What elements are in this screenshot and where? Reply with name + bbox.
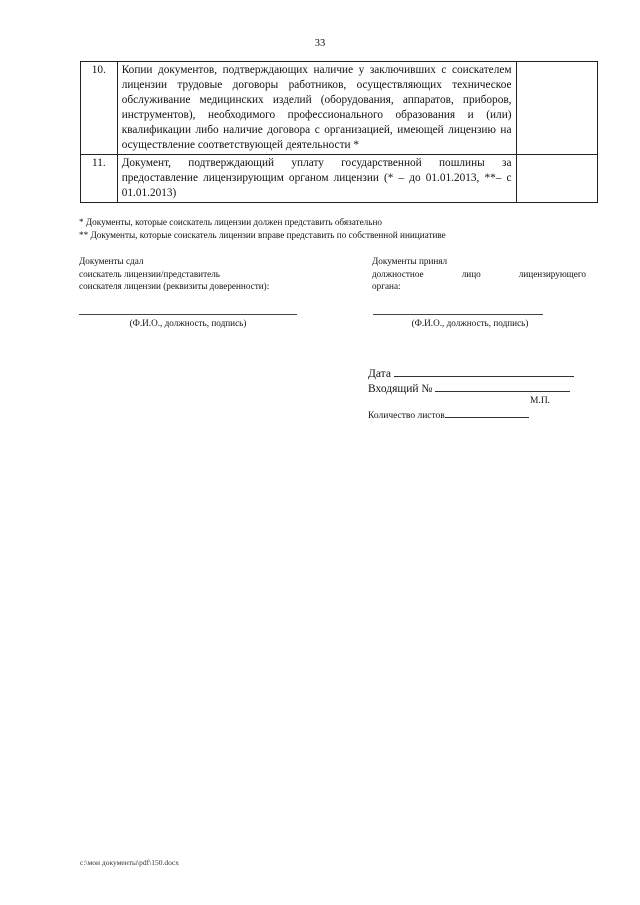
sheets-label: Количество листов	[368, 411, 445, 421]
receiver-block	[372, 255, 586, 293]
submitter-signature-caption: (Ф.И.О., должность, подпись)	[129, 318, 247, 328]
receiver-signature-line	[373, 314, 543, 315]
page-number: 33	[314, 38, 326, 49]
submitter-line1: соискатель лицензии/представитель	[79, 268, 220, 279]
row-number: 10.	[81, 62, 118, 155]
receiver-signature-caption: (Ф.И.О., должность, подпись)	[411, 318, 529, 328]
row-mark-cell	[516, 155, 598, 203]
receiver-word: лицо	[461, 268, 481, 279]
row-description: Документ, подтверждающий уплату государственной пошлины за предоставление лицензирующим органом лицензии (* – до 01.01.2013, **– с 01.01.2013)	[117, 155, 516, 203]
stamp-mark: М.П.	[530, 396, 551, 406]
submitter-signature-line	[79, 314, 297, 315]
receiver-line2: органа:	[372, 281, 401, 291]
footnotes	[79, 216, 599, 242]
receiver-word: лицензирующего	[518, 268, 586, 279]
footnote-required: * Документы, которые соискатель лицензии должен представить обязательно	[79, 217, 382, 227]
submitter-line2: соискателя лицензии (реквизиты доверенности):	[79, 281, 270, 291]
table-row	[81, 62, 598, 155]
date-label: Дата	[368, 368, 391, 380]
incoming-number-row	[368, 381, 570, 395]
footer-file-path: c:\мои документы\pdf\150.docx	[80, 858, 179, 867]
sheets-row	[368, 409, 529, 421]
sheets-blank	[445, 409, 529, 418]
submitter-block	[79, 255, 309, 293]
row-number: 11.	[81, 155, 118, 203]
date-blank	[394, 366, 574, 377]
submitter-heading: Документы сдал	[79, 256, 144, 266]
incoming-number-blank	[435, 381, 570, 392]
receiver-heading: Документы принял	[372, 256, 448, 266]
incoming-number-label: Входящий №	[368, 383, 433, 395]
row-mark-cell	[516, 62, 598, 155]
footnote-optional: ** Документы, которые соискатель лицензии вправе представить по собственной инициативе	[79, 230, 446, 240]
row-description: Копии документов, подтверждающих наличие у заключивших с соискателем лицензии трудовые договоры работников, осуществляющих техническое обслуживание медицинских изделий (оборудования, аппаратов, приборов, инструментов), необходимого профессионального образования и (или) квалификации либо наличие договора с организацией, имеющей лицензию на осуществление соответствующей деятельности *	[117, 62, 516, 155]
documents-table	[80, 61, 598, 203]
table-row	[81, 155, 598, 203]
date-row	[368, 366, 574, 380]
receiver-word: должностное	[372, 268, 424, 279]
receiver-line1	[372, 268, 586, 281]
